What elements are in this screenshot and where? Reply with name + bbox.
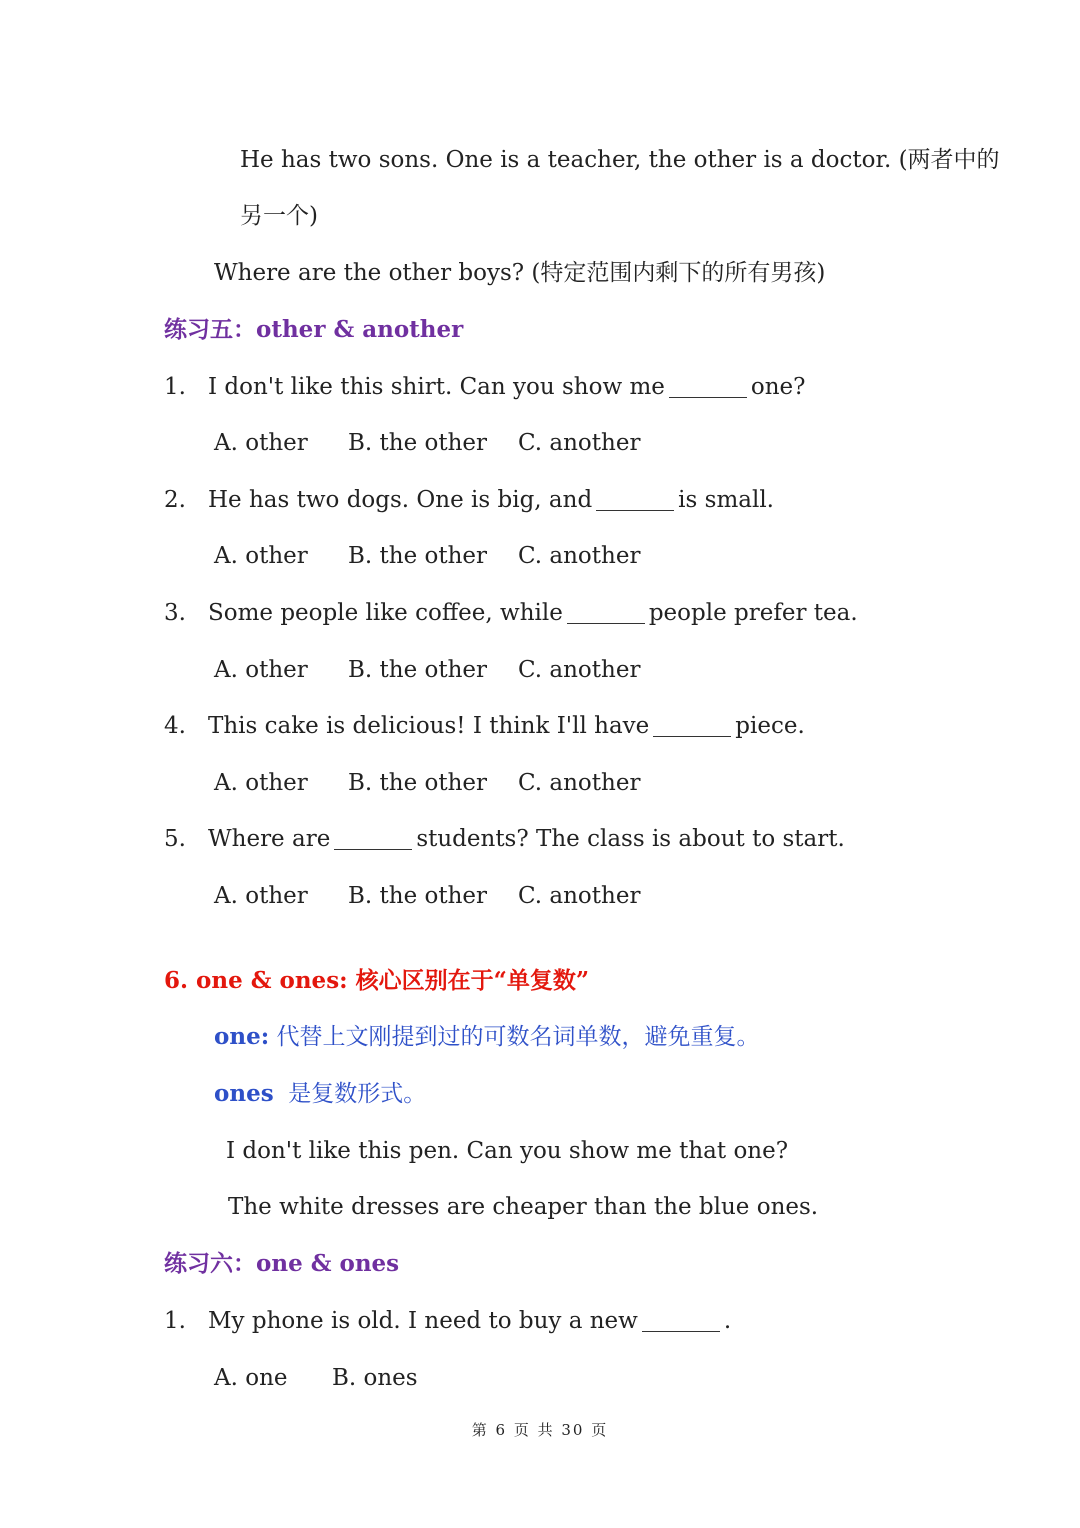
question-text-after: piece. <box>735 713 805 739</box>
ex5-question-3 <box>164 598 858 628</box>
one-description: 代替上文刚提到过的可数名词单数，避免重复。 <box>276 1024 760 1050</box>
page-footer: 第 6 页 共 30 页 <box>471 1421 609 1439</box>
option-c: C. another <box>518 770 641 796</box>
question-text-after: is small. <box>678 487 774 513</box>
ex5-question-5 <box>164 824 845 854</box>
one-definition <box>214 1022 760 1052</box>
exercise6-label: 练习六： <box>164 1250 256 1277</box>
section6-heading <box>164 966 589 996</box>
option-a: A. other <box>214 543 308 569</box>
section6-heading-term: 6. one & ones: <box>164 967 356 994</box>
section6-heading-cn: 核心区别在于“单复数” <box>355 967 590 994</box>
answer-blank <box>567 601 645 624</box>
option-b: B. the other <box>348 770 488 796</box>
option-b: B. the other <box>348 657 488 683</box>
question-number: 1. <box>164 374 186 400</box>
exercise5-title: other & another <box>256 316 464 343</box>
one-term: one: <box>214 1023 270 1050</box>
answer-blank <box>669 375 747 398</box>
answer-blank <box>596 488 674 511</box>
question-number: 2. <box>164 487 186 513</box>
question-number: 5. <box>164 826 186 852</box>
question-number: 3. <box>164 600 186 626</box>
example-2: The white dresses are cheaper than the blue ones. <box>228 1194 819 1220</box>
ex5-options-4 <box>214 768 640 798</box>
ex5-question-1 <box>164 372 805 402</box>
ex5-question-2 <box>164 485 774 515</box>
exercise6-title: one & ones <box>256 1250 400 1277</box>
ex6-question-1 <box>164 1306 731 1336</box>
question-text-after: people prefer tea. <box>648 600 858 626</box>
exercise5-label: 练习五： <box>164 316 256 343</box>
intro-line-2: 另一个) <box>240 203 318 229</box>
answer-blank <box>334 827 412 850</box>
ex5-options-3 <box>214 655 640 685</box>
question-text-after: students? The class is about to start. <box>416 826 845 852</box>
intro-line-3: Where are the other boys? (特定范围内剩下的所有男孩) <box>214 260 826 286</box>
example-1: I don't like this pen. Can you show me that one? <box>226 1138 789 1164</box>
answer-blank <box>653 714 731 737</box>
ones-term: ones <box>214 1080 274 1107</box>
question-text-before: My phone is old. I need to buy a new <box>208 1308 638 1334</box>
question-number: 1. <box>164 1308 186 1334</box>
ones-description: 是复数形式。 <box>288 1081 427 1107</box>
option-b: B. the other <box>348 543 488 569</box>
ex5-options-2 <box>214 541 640 571</box>
option-a: A. other <box>214 430 308 456</box>
option-a: A. other <box>214 657 308 683</box>
question-text-before: He has two dogs. One is big, and <box>208 487 593 513</box>
question-text-after: . <box>723 1308 732 1334</box>
question-text-before: This cake is delicious! I think I'll have <box>208 713 650 739</box>
option-c: C. another <box>518 543 641 569</box>
option-c: C. another <box>518 430 641 456</box>
option-b: B. ones <box>332 1365 418 1391</box>
ex6-options-1 <box>214 1363 418 1393</box>
question-number: 4. <box>164 713 186 739</box>
option-a: A. one <box>214 1365 288 1391</box>
option-c: C. another <box>518 883 641 909</box>
question-text-before: Some people like coffee, while <box>208 600 563 626</box>
option-b: B. the other <box>348 883 488 909</box>
question-text-after: one? <box>750 374 806 400</box>
answer-blank <box>642 1309 720 1332</box>
option-c: C. another <box>518 657 641 683</box>
ex5-options-5 <box>214 881 640 911</box>
option-a: A. other <box>214 883 308 909</box>
option-b: B. the other <box>348 430 488 456</box>
option-a: A. other <box>214 770 308 796</box>
ex5-question-4 <box>164 711 805 741</box>
question-text-before: Where are <box>208 826 331 852</box>
ex5-options-1 <box>214 428 640 458</box>
exercise6-heading <box>164 1249 399 1279</box>
ones-definition <box>214 1079 426 1109</box>
exercise5-heading <box>164 315 463 345</box>
intro-line-1: He has two sons. One is a teacher, the other is a doctor. (两者中的 <box>240 147 1000 173</box>
question-text-before: I don't like this shirt. Can you show me <box>208 374 665 400</box>
